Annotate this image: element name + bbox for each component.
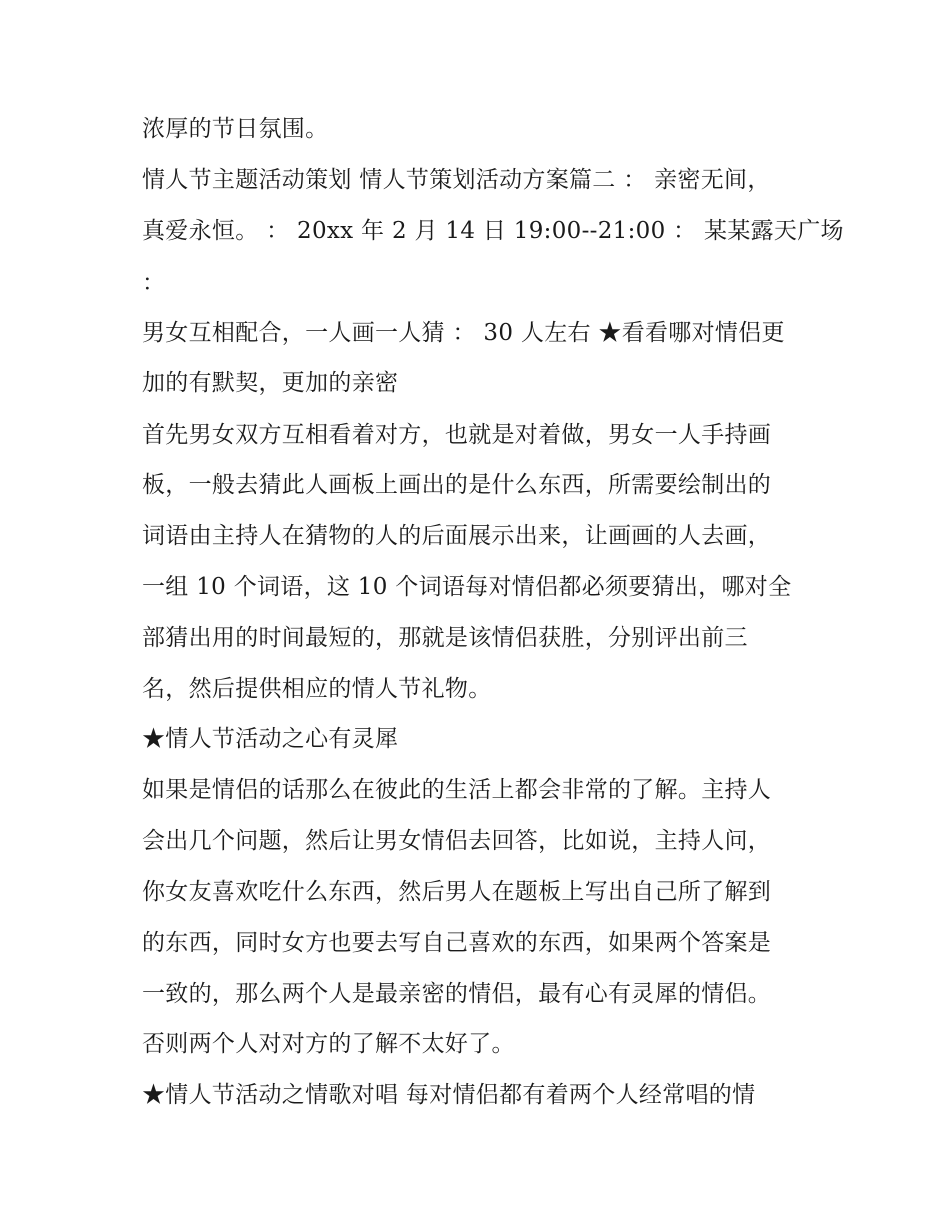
text-line: 词语由主持人在猜物的人的后面展示出来，让画画的人去画， — [142, 523, 772, 549]
text-line: 男女互相配合，一人画一人猜 ： 30 人左右 ★看看哪对情侣更 — [142, 320, 785, 346]
text-line: ： — [142, 270, 166, 296]
text-line: 如果是情侣的话那么在彼此的生活上都会非常的了解。主持人 — [142, 777, 772, 803]
text-line: 会出几个问题，然后让男女情侣去回答，比如说，主持人问， — [142, 828, 772, 854]
text-line: 部猜出用的时间最短的，那就是该情侣获胜，分别评出前三 — [142, 625, 748, 651]
text-line: 你女友喜欢吃什么东西，然后男人在题板上写出自己所了解到 — [142, 879, 772, 905]
text-line: 浓厚的节日氛围。 — [142, 116, 329, 142]
text-line: 首先男女双方互相看着对方，也就是对着做，男女一人手持画 — [142, 422, 772, 448]
text-line: 一组 10 个词语，这 10 个词语每对情侣都必须要猜出，哪对全 — [142, 574, 792, 600]
text-line: 一致的，那么两个人是最亲密的情侣，最有心有灵犀的情侣。 — [142, 981, 772, 1007]
text-line: 加的有默契，更加的亲密 — [142, 370, 399, 396]
text-line: 的东西，同时女方也要去写自己喜欢的东西，如果两个答案是 — [142, 930, 772, 956]
text-line: 否则两个人对对方的了解不太好了。 — [142, 1031, 515, 1057]
text-line: 板，一般去猜此人画板上画出的是什么东西，所需要绘制出的 — [142, 472, 772, 498]
text-line: 真爱永恒。 ： 20xx 年 2 月 14 日 19:00--21:00 ： 某某露天广场 — [142, 218, 844, 244]
text-line: 名，然后提供相应的情人节礼物。 — [142, 676, 492, 702]
section-heading: ★情人节活动之心有灵犀 — [142, 726, 399, 752]
text-line: 情人节主题活动策划 情人节策划活动方案篇二 ： 亲密无间， — [142, 167, 771, 193]
section-heading: ★情人节活动之情歌对唱 每对情侣都有着两个人经常唱的情 — [142, 1082, 756, 1108]
